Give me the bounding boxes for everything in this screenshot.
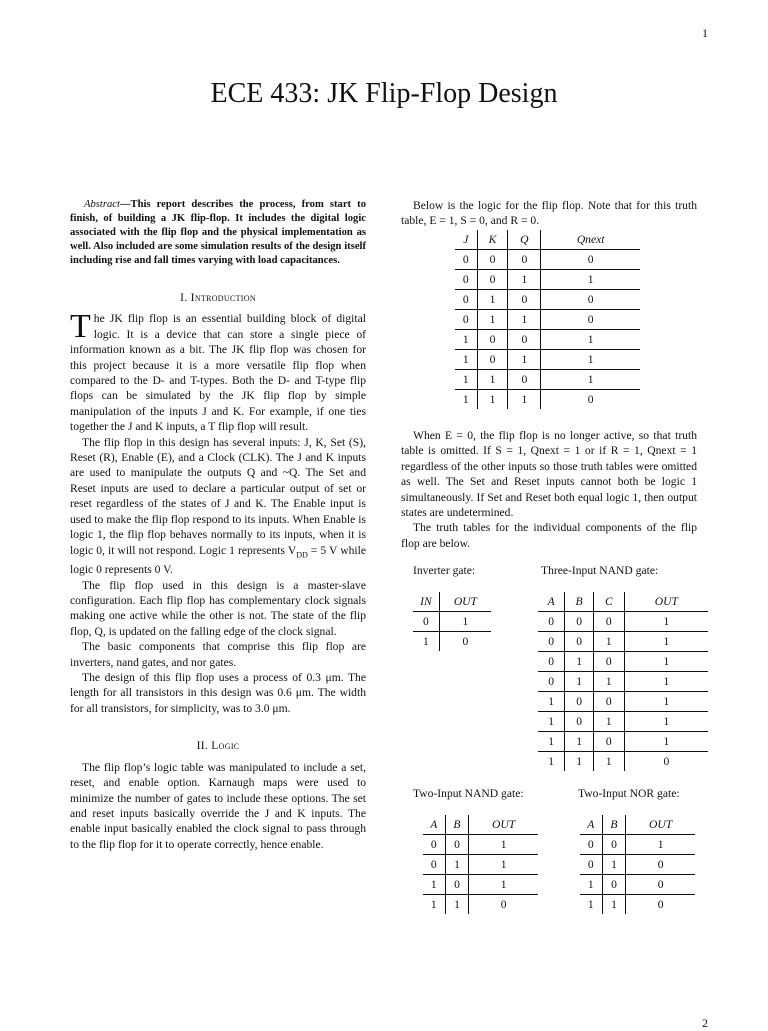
table-row (455, 370, 640, 390)
table-row (538, 652, 708, 672)
table-cell: 1 (565, 732, 594, 752)
table-header-row (413, 592, 491, 612)
table-row (413, 612, 491, 632)
table-row (423, 875, 538, 895)
table-cell: 0 (541, 290, 640, 310)
table-cell: 1 (455, 330, 477, 350)
table-header-row (423, 815, 538, 835)
vdd-subscript: DD (296, 549, 308, 559)
footer-page-number: 2 (702, 1016, 708, 1030)
section-title: Logic (211, 739, 240, 753)
table-row (455, 390, 640, 410)
intro-text-1: he JK flip flop is an essential building block of digital logic. It is a device that can store a single piece of information known as a bit. The JK flip flop was chosen for this project because it is a more versatile flip flop when compared to the D- and T-types. Both the D- and T-type flip flops can be simulated by the JK flip flop by simple manipulation of the inputs J and K. For example, if one ties together the J and K inputs, a T flip flop will result. (70, 312, 366, 434)
table-cell: 0 (538, 652, 565, 672)
table-cell: 1 (455, 390, 477, 410)
table-cell: 1 (593, 632, 624, 652)
table-cell: 1 (538, 692, 565, 712)
table-cell: 1 (469, 875, 538, 895)
table-header-row (580, 815, 695, 835)
table-cell: 0 (565, 612, 594, 632)
page-number: 1 (702, 26, 708, 40)
table-cell: 0 (508, 290, 541, 310)
table-cell: 0 (455, 310, 477, 330)
table-cell: 1 (477, 370, 508, 390)
table-cell: 0 (626, 875, 695, 895)
section-heading-introduction (70, 290, 366, 305)
table-cell: 0 (423, 835, 445, 855)
table-cell: 0 (602, 875, 626, 895)
table-cell: 1 (538, 752, 565, 772)
table-row (580, 855, 695, 875)
table-cell: 0 (477, 330, 508, 350)
left-column (70, 198, 366, 852)
table-cell: 1 (413, 632, 439, 652)
table-cell: 0 (565, 712, 594, 732)
table-row (538, 672, 708, 692)
table-cell: 0 (593, 612, 624, 632)
table-cell: 0 (455, 250, 477, 270)
table-cell: 1 (541, 270, 640, 290)
table-cell: 1 (538, 712, 565, 732)
table-row (423, 895, 538, 915)
column-header: B (602, 815, 626, 835)
right-column-lower (401, 428, 697, 551)
inverter-truth-table (413, 592, 491, 651)
table-row (455, 310, 640, 330)
table-row (538, 692, 708, 712)
table-cell: 0 (413, 612, 439, 632)
column-header: K (477, 230, 508, 250)
table-cell: 1 (626, 835, 695, 855)
table-cell: 0 (477, 270, 508, 290)
table-header-row (538, 592, 708, 612)
table-cell: 0 (477, 350, 508, 370)
nand3-label: Three-Input NAND gate: (541, 564, 659, 577)
intro-paragraph-3: The flip flop used in this design is a master-slave configuration. Each flip flop has complementary clock signals making one active while the other is not. The state of the flip flop, Q, is updated on the falling edge of the clock signal. (70, 578, 366, 638)
abstract (70, 198, 366, 268)
table-cell: 1 (455, 350, 477, 370)
intro-paragraph-1 (70, 308, 366, 434)
table-row (455, 350, 640, 370)
table-row (455, 290, 640, 310)
jk-truth-table (455, 230, 640, 409)
table-cell: 1 (508, 350, 541, 370)
table-cell: 0 (626, 855, 695, 875)
table-cell: 0 (626, 895, 695, 915)
nand2-truth-table (423, 815, 538, 914)
table-row (538, 732, 708, 752)
table-cell: 0 (455, 270, 477, 290)
section-heading-logic (70, 738, 366, 753)
table-row (580, 895, 695, 915)
table-cell: 1 (602, 855, 626, 875)
logic-paragraph-1: The flip flop’s logic table was manipulated to include a set, reset, and enable option. Karnaugh maps were used to minimize the number of gates to include these options. The set and reset inputs basically override the J and K inputs. The enable input basically enabled the clock signal to pass through to the flip flop for it to operate correctly, hence enable. (70, 760, 366, 851)
table-row (538, 632, 708, 652)
table-cell: 0 (541, 390, 640, 410)
table-cell: 1 (477, 290, 508, 310)
table-cell: 0 (541, 310, 640, 330)
table-cell: 0 (469, 895, 538, 915)
inverter-label: Inverter gate: (413, 564, 476, 577)
column-header: OUT (626, 815, 695, 835)
intro-paragraph-4: The basic components that comprise this flip flop are inverters, nand gates, and nor gates. (70, 640, 366, 669)
column-header: B (445, 815, 469, 835)
intro-paragraph-5: The design of this flip flop uses a process of 0.3 μm. The length for all transistors in this design was 0.6 μm. The width for all transistors, for simplicity, was to 3.0 μm. (70, 671, 366, 715)
table-cell: 1 (580, 875, 602, 895)
table-cell: 0 (593, 652, 624, 672)
table-cell: 1 (477, 390, 508, 410)
section-numeral: I. (180, 291, 188, 304)
table-cell: 0 (538, 672, 565, 692)
table-cell: 0 (593, 732, 624, 752)
table-cell: 0 (445, 875, 469, 895)
table-cell: 1 (624, 612, 708, 632)
column-header: OUT (469, 815, 538, 835)
nand2-label: Two-Input NAND gate: (413, 787, 524, 800)
section-numeral: II. (196, 739, 209, 753)
table-row (455, 270, 640, 290)
table-cell: 0 (541, 250, 640, 270)
column-header: A (423, 815, 445, 835)
column-header: B (565, 592, 594, 612)
table-row (538, 712, 708, 732)
drop-cap: T (70, 308, 91, 346)
table-cell: 1 (624, 692, 708, 712)
table-row (455, 330, 640, 350)
table-cell: 1 (580, 895, 602, 915)
table-cell: 1 (455, 370, 477, 390)
intro-paragraph-2 (70, 435, 366, 578)
table-row (538, 752, 708, 772)
table-header-row (455, 230, 640, 250)
nand3-truth-table (538, 592, 708, 771)
table-cell: 0 (439, 632, 491, 652)
table-cell: 0 (445, 835, 469, 855)
column-header: OUT (439, 592, 491, 612)
table-cell: 0 (455, 290, 477, 310)
table-cell: 0 (538, 612, 565, 632)
table-cell: 0 (565, 692, 594, 712)
table-cell: 1 (439, 612, 491, 632)
table-cell: 1 (624, 712, 708, 732)
table-cell: 1 (469, 855, 538, 875)
right-paragraph-3: The truth tables for the individual components of the flip flop are below. (401, 521, 697, 550)
abstract-label: Abstract (84, 199, 120, 210)
table-row (580, 835, 695, 855)
right-paragraph-1: Below is the logic for the flip flop. Note that for this truth table, E = 1, S = 0, and R = 0. (401, 199, 697, 228)
table-cell: 0 (602, 835, 626, 855)
column-header: IN (413, 592, 439, 612)
table-cell: 1 (624, 672, 708, 692)
intro-text-2-end: = 5 V while logic 0 represents 0 V. (70, 543, 366, 577)
table-cell: 1 (541, 370, 640, 390)
nor2-truth-table (580, 815, 695, 914)
table-row (423, 835, 538, 855)
column-header: A (580, 815, 602, 835)
nor2-label: Two-Input NOR gate: (578, 787, 680, 800)
table-cell: 1 (508, 310, 541, 330)
table-cell: 1 (469, 835, 538, 855)
section-title: Introduction (190, 291, 256, 304)
table-cell: 1 (624, 652, 708, 672)
table-row (423, 855, 538, 875)
table-cell: 1 (541, 350, 640, 370)
table-cell: 1 (565, 652, 594, 672)
column-header: J (455, 230, 477, 250)
column-header: Qnext (541, 230, 640, 250)
intro-text-2: The flip flop in this design has several inputs: J, K, Set (S), Reset (R), Enable (E), and a Clock (CLK). The J and K inputs are used to manipulate the outputs Q and ~Q. The Set and Reset inputs are used to declare a particular output of set or reset regardless of the states of J and K. The Enable input is used to make the flip flop respond to its inputs. When Enable is logic 1, the flip flop behaves normally to its inputs, when it is logic 0, it will not respond. Logic 1 represents V (70, 435, 366, 557)
table-cell: 0 (508, 370, 541, 390)
column-header: C (593, 592, 624, 612)
table-row (538, 612, 708, 632)
table-cell: 1 (593, 712, 624, 732)
table-cell: 1 (508, 270, 541, 290)
table-cell: 1 (624, 632, 708, 652)
table-cell: 0 (580, 855, 602, 875)
table-cell: 1 (445, 895, 469, 915)
table-row (580, 875, 695, 895)
table-cell: 0 (508, 330, 541, 350)
table-cell: 1 (445, 855, 469, 875)
right-column (401, 198, 697, 229)
table-cell: 1 (477, 310, 508, 330)
table-cell: 0 (565, 632, 594, 652)
table-cell: 1 (423, 895, 445, 915)
table-cell: 0 (423, 855, 445, 875)
paper-title: ECE 433: JK Flip-Flop Design (210, 78, 558, 109)
table-row (455, 250, 640, 270)
table-cell: 0 (477, 250, 508, 270)
table-cell: 1 (565, 752, 594, 772)
table-cell: 1 (565, 672, 594, 692)
table-cell: 1 (541, 330, 640, 350)
table-row (413, 632, 491, 652)
table-cell: 0 (538, 632, 565, 652)
table-cell: 0 (580, 835, 602, 855)
table-cell: 1 (593, 752, 624, 772)
table-cell: 1 (593, 672, 624, 692)
table-cell: 1 (602, 895, 626, 915)
abstract-text: —This report describes the process, from start to finish, of building a JK flip-flop. It includes the digital logic associated with the flip flop and the physical implementation as well. Also included are some simulation results of the design itself including rise and fall times varying with load capacitances. (70, 199, 366, 266)
table-cell: 1 (538, 732, 565, 752)
table-cell: 1 (423, 875, 445, 895)
right-paragraph-2: When E = 0, the flip flop is no longer active, so that truth table is omitted. If S = 1, Qnext = 1 or if R = 1, Qnext = 1 regardless of the other inputs so those truth tables were omitted as well. The Set and Reset inputs cannot both be logic 1 simultaneously. If Set and Reset both equal logic 1, then output states are undetermined. (401, 429, 697, 520)
column-header: A (538, 592, 565, 612)
table-cell: 1 (624, 732, 708, 752)
column-header: Q (508, 230, 541, 250)
table-cell: 1 (508, 390, 541, 410)
column-header: OUT (624, 592, 708, 612)
table-cell: 0 (624, 752, 708, 772)
table-cell: 0 (593, 692, 624, 712)
table-cell: 0 (508, 250, 541, 270)
